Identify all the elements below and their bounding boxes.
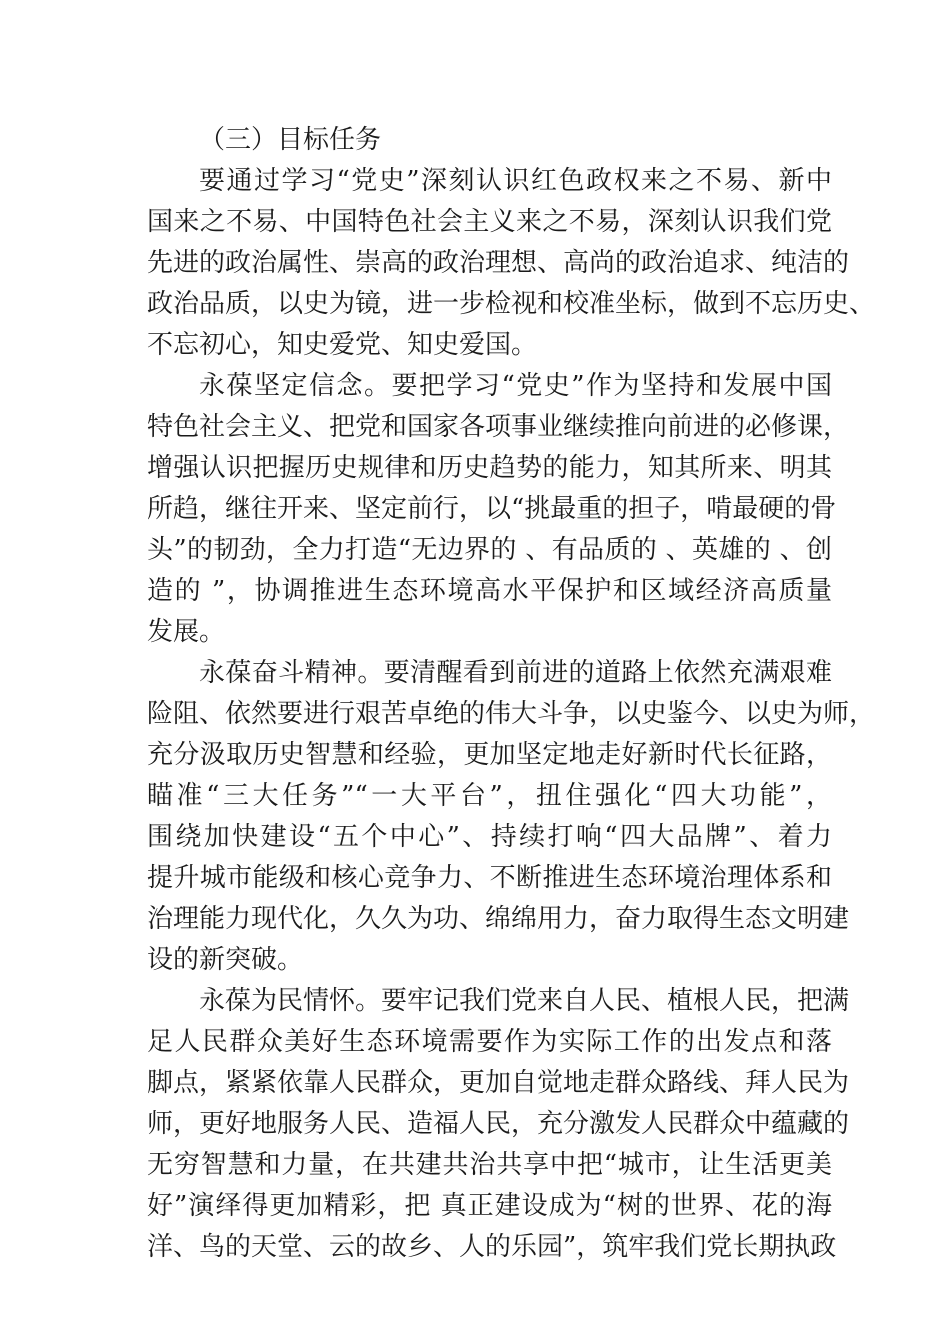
paragraph-line: 造的 ”，协调推进生态环境高水平保护和区域经济高质量 <box>147 576 832 606</box>
paragraph-line: 永葆为民情怀。要牢记我们党来自人民、植根人民，把满 <box>199 986 850 1016</box>
paragraph-line: 脚点，紧紧依靠人民群众，更加自觉地走群众路线、拜人民为 <box>147 1068 850 1098</box>
paragraph-line: 发展。 <box>147 617 226 647</box>
paragraph-line: 无穷智慧和力量，在共建共治共享中把“城市，让生活更美 <box>147 1150 832 1180</box>
paragraph-line: 要通过学习“党史”深刻认识红色政权来之不易、新中 <box>199 166 832 196</box>
paragraph-line: 政治品质，以史为镜，进一步检视和校准坐标，做到不忘历史、 <box>147 289 876 319</box>
paragraph-line: 先进的政治属性、崇高的政治理想、高尚的政治追求、纯洁的 <box>147 248 850 278</box>
paragraph-line: 师，更好地服务人民、造福人民，充分激发人民群众中蕴藏的 <box>147 1109 850 1139</box>
document-body <box>147 120 876 1268</box>
paragraph-goal-overview <box>147 161 876 366</box>
paragraph-people-sentiment <box>147 981 850 1268</box>
paragraph-line: 永葆奋斗精神。要清醒看到前进的道路上依然充满艰难 <box>199 658 832 688</box>
paragraph-line: 国来之不易、中国特色社会主义来之不易，深刻认识我们党 <box>147 207 832 237</box>
paragraph-line: 洋、鸟的天堂、云的故乡、人的乐园”，筑牢我们党长期执政 <box>147 1232 837 1262</box>
paragraph-line: 设的新突破。 <box>147 945 304 975</box>
paragraph-line: 特色社会主义、把党和国家各项事业继续推向前进的必修课， <box>147 412 850 442</box>
paragraph-line: 瞄准“三大任务”“一大平台”，扭住强化“四大功能”， <box>147 781 832 811</box>
paragraph-line: 增强认识把握历史规律和历史趋势的能力，知其所来、明其 <box>147 453 832 483</box>
paragraph-striving-spirit <box>147 653 876 981</box>
paragraph-line: 好”演绎得更加精彩，把 真正建设成为“树的世界、花的海 <box>147 1191 832 1221</box>
paragraph-line: 永葆坚定信念。要把学习“党史”作为坚持和发展中国 <box>199 371 832 401</box>
paragraph-line: 足人民群众美好生态环境需要作为实际工作的出发点和落 <box>147 1027 832 1057</box>
section-heading: （三）目标任务 <box>199 125 382 155</box>
paragraph-line: 充分汲取历史智慧和经验，更加坚定地走好新时代长征路， <box>147 740 832 770</box>
paragraph-line: 所趋，继往开来、坚定前行，以“挑最重的担子，啃最硬的骨 <box>147 494 837 524</box>
paragraph-line: 提升城市能级和核心竞争力、不断推进生态环境治理体系和 <box>147 863 832 893</box>
paragraph-line: 治理能力现代化，久久为功、绵绵用力，奋力取得生态文明建 <box>147 904 850 934</box>
paragraph-firm-belief <box>147 366 850 653</box>
paragraph-line: 险阻、依然要进行艰苦卓绝的伟大斗争，以史鉴今、以史为师， <box>147 699 876 729</box>
paragraph-line: 头”的韧劲，全力打造“无边界的 、有品质的 、英雄的 、创 <box>147 535 832 565</box>
paragraph-line: 不忘初心，知史爱党、知史爱国。 <box>147 330 538 360</box>
paragraph-line: 围绕加快建设“五个中心”、持续打响“四大品牌”、着力 <box>147 822 832 852</box>
